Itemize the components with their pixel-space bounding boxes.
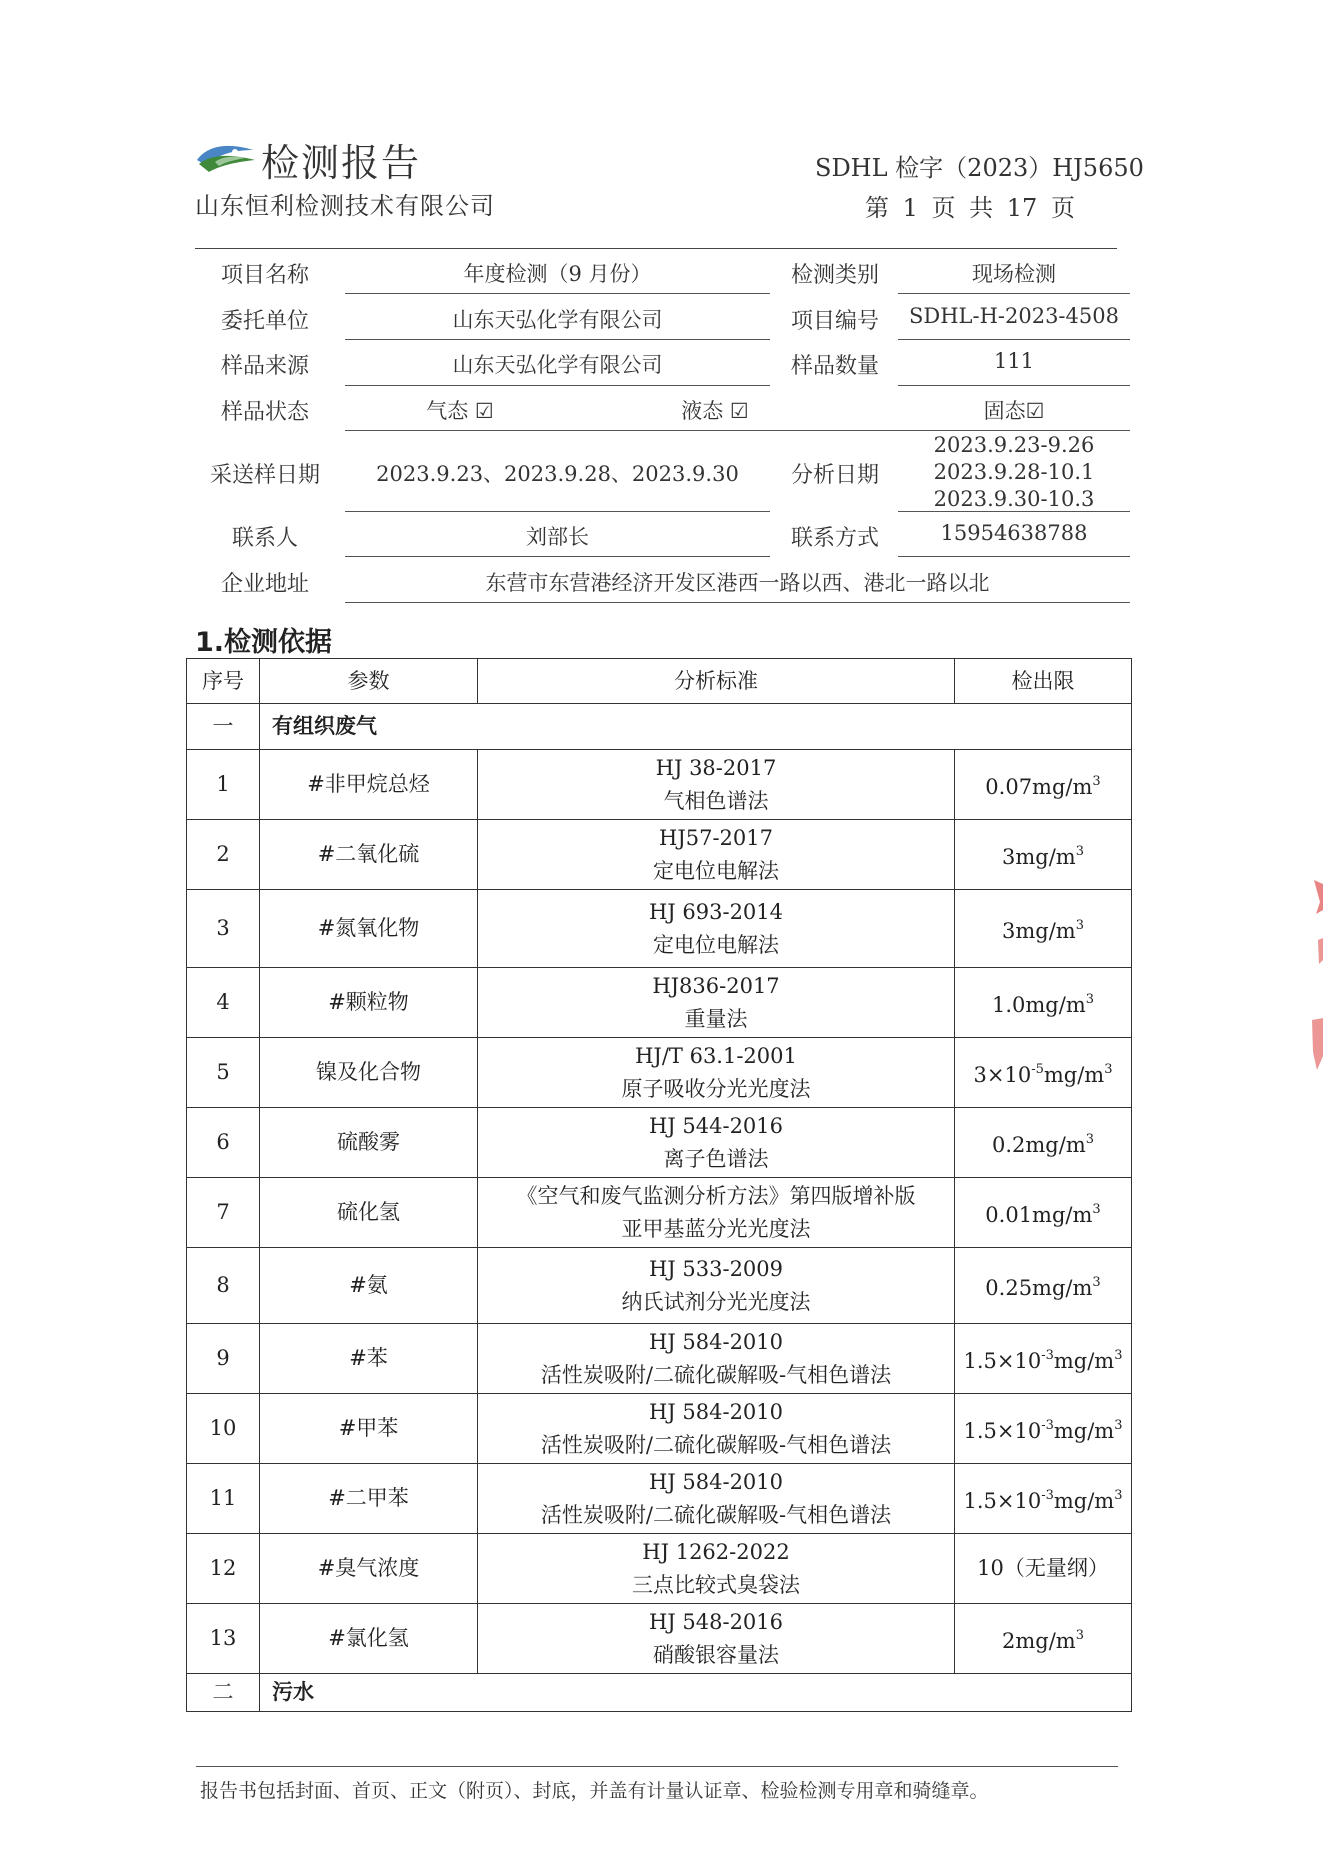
standard-method: 原子吸收分光光度法 xyxy=(621,1076,811,1101)
detection-limit xyxy=(955,1394,1132,1464)
row-number: 13 xyxy=(187,1604,260,1674)
unit-superscript: 3 xyxy=(1092,1202,1101,1217)
standard-code: HJ 693-2014 xyxy=(648,899,784,924)
standard-method: 活性炭吸附/二硫化碳解吸-气相色谱法 xyxy=(540,1362,892,1387)
analysis-standard xyxy=(478,1324,955,1394)
limit-exponent: -3 xyxy=(1041,1488,1054,1503)
parameter-name: #二氧化硫 xyxy=(260,820,478,890)
table-row xyxy=(187,1394,1132,1464)
state-solid: 固态☑ xyxy=(983,399,1045,423)
header-divider xyxy=(195,248,1117,249)
category-number: 二 xyxy=(187,1674,260,1712)
qty-value: 111 xyxy=(993,349,1035,373)
table-row xyxy=(187,1604,1132,1674)
standard-method: 气相色谱法 xyxy=(663,788,769,813)
limit-value: 0.01mg/m xyxy=(985,1203,1093,1227)
test-type-value: 现场检测 xyxy=(972,262,1056,286)
source-label: 样品来源 xyxy=(220,354,309,379)
detection-limit xyxy=(955,968,1132,1038)
analysis-standard xyxy=(478,1534,955,1604)
standard-code: HJ 584-2010 xyxy=(648,1469,784,1494)
underline xyxy=(898,556,1130,557)
state-liquid: 液态 ☑ xyxy=(681,399,749,423)
footer-divider xyxy=(196,1766,1118,1767)
standard-code: HJ57-2017 xyxy=(659,825,773,850)
analysis-standard xyxy=(478,1248,955,1324)
footer-note: 报告书包括封面、首页、正文（附页）、封底，并盖有计量认证章、检验检测专用章和骑缝章。 xyxy=(200,1780,989,1802)
unit-superscript: 3 xyxy=(1092,1275,1101,1290)
analysis-standard xyxy=(478,1464,955,1534)
state-label: 样品状态 xyxy=(220,400,309,425)
analysis-standard xyxy=(478,1394,955,1464)
detection-limit xyxy=(955,1464,1132,1534)
parameter-name: #颗粒物 xyxy=(260,968,478,1038)
source-value: 山东天弘化学有限公司 xyxy=(452,353,663,377)
limit-value: 10（无量纲） xyxy=(977,1556,1109,1580)
standard-method: 重量法 xyxy=(684,1006,748,1031)
limit-value: 1.0mg/m xyxy=(991,993,1086,1017)
standard-code: HJ 533-2009 xyxy=(648,1256,784,1281)
company-name: 山东恒利检测技术有限公司 xyxy=(195,192,495,220)
row-number: 4 xyxy=(187,968,260,1038)
unit-superscript: 3 xyxy=(1075,918,1084,933)
analysis-standard xyxy=(478,890,955,968)
row-number: 3 xyxy=(187,890,260,968)
analysis-date-1: 2023.9.23-9.26 xyxy=(933,433,1095,457)
standard-method: 离子色谱法 xyxy=(663,1146,769,1171)
detection-limit xyxy=(955,890,1132,968)
underline xyxy=(345,556,770,557)
standard-method: 亚甲基蓝分光光度法 xyxy=(621,1216,811,1241)
client-label: 委托单位 xyxy=(220,309,309,334)
parameter-name: #二甲苯 xyxy=(260,1464,478,1534)
detection-limit xyxy=(955,820,1132,890)
parameter-name: 镍及化合物 xyxy=(260,1038,478,1108)
standard-method: 纳氏试剂分光光度法 xyxy=(621,1289,811,1314)
unit-superscript: 3 xyxy=(1114,1418,1123,1433)
column-header: 检出限 xyxy=(955,659,1132,704)
report-title: 检测报告 xyxy=(261,141,422,185)
section-title: 1.检测依据 xyxy=(195,627,333,658)
limit-value: 0.07mg/m xyxy=(985,775,1093,799)
qty-label: 样品数量 xyxy=(790,354,879,379)
parameter-name: #氨 xyxy=(260,1248,478,1324)
table-header-row xyxy=(187,659,1132,704)
parameter-name: #氯化氢 xyxy=(260,1604,478,1674)
row-number: 10 xyxy=(187,1394,260,1464)
limit-coefficient: 1.5×10 xyxy=(963,1419,1042,1443)
phone-label: 联系方式 xyxy=(790,526,879,551)
limit-coefficient: 1.5×10 xyxy=(963,1489,1042,1513)
analysis-standard xyxy=(478,1038,955,1108)
standard-code: HJ/T 63.1-2001 xyxy=(635,1043,797,1068)
underline xyxy=(345,602,1130,603)
project-no-label: 项目编号 xyxy=(790,309,879,334)
project-name-value: 年度检测（9 月份） xyxy=(463,262,652,286)
analysis-standard xyxy=(478,750,955,820)
category-number: 一 xyxy=(187,704,260,750)
category-row xyxy=(187,704,1132,750)
parameter-name: #苯 xyxy=(260,1324,478,1394)
limit-value: mg/m xyxy=(1053,1349,1115,1373)
table-row xyxy=(187,890,1132,968)
limit-value: mg/m xyxy=(1053,1419,1115,1443)
underline xyxy=(345,385,770,386)
row-number: 5 xyxy=(187,1038,260,1108)
phone-value: 15954638788 xyxy=(940,521,1088,545)
address-value: 东营市东营港经济开发区港西一路以西、港北一路以北 xyxy=(485,571,990,595)
sampling-dates: 2023.9.23、2023.9.28、2023.9.30 xyxy=(376,462,739,486)
analysis-standard xyxy=(478,1604,955,1674)
analysis-date-label: 分析日期 xyxy=(790,463,879,488)
table-row xyxy=(187,750,1132,820)
detection-limit xyxy=(955,1248,1132,1324)
standard-code: HJ 548-2016 xyxy=(648,1609,784,1634)
limit-value: 3mg/m xyxy=(1002,919,1076,943)
limit-exponent: -3 xyxy=(1041,1348,1054,1363)
underline xyxy=(345,339,770,340)
detection-limit xyxy=(955,1038,1132,1108)
standard-method: 活性炭吸附/二硫化碳解吸-气相色谱法 xyxy=(540,1432,892,1457)
project-name-label: 项目名称 xyxy=(220,263,309,288)
row-number: 6 xyxy=(187,1108,260,1178)
limit-value: 0.2mg/m xyxy=(991,1133,1086,1157)
document-number: SDHL 检字（2023）HJ5650 xyxy=(815,154,1144,182)
category-name: 污水 xyxy=(260,1674,1132,1712)
category-name: 有组织废气 xyxy=(260,704,1132,750)
sampling-date-label: 采送样日期 xyxy=(209,463,320,488)
row-number: 9 xyxy=(187,1324,260,1394)
table-row xyxy=(187,968,1132,1038)
limit-coefficient: 1.5×10 xyxy=(963,1349,1042,1373)
standard-code: 《空气和废气监测分析方法》第四版增补版 xyxy=(516,1183,916,1208)
contact-label: 联系人 xyxy=(231,526,298,551)
table-row xyxy=(187,1108,1132,1178)
standard-code: HJ 544-2016 xyxy=(648,1113,784,1138)
unit-superscript: 3 xyxy=(1085,992,1095,1007)
limit-value: mg/m xyxy=(1053,1489,1115,1513)
table-row xyxy=(187,1464,1132,1534)
unit-superscript: 3 xyxy=(1092,774,1101,789)
limit-coefficient: 3×10 xyxy=(973,1063,1032,1087)
table-row xyxy=(187,1248,1132,1324)
standard-code: HJ 1262-2022 xyxy=(642,1539,790,1564)
limit-exponent: -5 xyxy=(1031,1062,1044,1077)
table-row xyxy=(187,1038,1132,1108)
underline xyxy=(898,385,1130,386)
unit-superscript: 3 xyxy=(1075,1628,1084,1643)
standards-table xyxy=(186,658,1132,1712)
analysis-date-3: 2023.9.30-10.3 xyxy=(933,487,1095,511)
underline xyxy=(345,430,1130,431)
project-no-value: SDHL-H-2023-4508 xyxy=(909,304,1119,328)
page-info: 第 1 页 共 17 页 xyxy=(865,194,1075,222)
column-header: 参数 xyxy=(260,659,478,704)
standard-method: 硝酸银容量法 xyxy=(653,1642,779,1667)
underline xyxy=(898,339,1130,340)
limit-value: 0.25mg/m xyxy=(985,1276,1093,1300)
underline xyxy=(345,511,770,512)
table-row xyxy=(187,1178,1132,1248)
limit-value: mg/m xyxy=(1043,1063,1105,1087)
analysis-date-2: 2023.9.28-10.1 xyxy=(933,460,1095,484)
standard-code: HJ 584-2010 xyxy=(648,1399,784,1424)
analysis-standard xyxy=(478,968,955,1038)
parameter-name: #甲苯 xyxy=(260,1394,478,1464)
state-gas: 气态 ☑ xyxy=(426,399,494,423)
standard-method: 定电位电解法 xyxy=(653,932,779,957)
detection-limit xyxy=(955,750,1132,820)
detection-limit xyxy=(955,1324,1132,1394)
underline xyxy=(345,293,770,294)
limit-value: 3mg/m xyxy=(1002,845,1076,869)
parameter-name: #氮氧化物 xyxy=(260,890,478,968)
parameter-name: #非甲烷总烃 xyxy=(260,750,478,820)
table-row xyxy=(187,1534,1132,1604)
seal-stamp-fragment xyxy=(1308,880,1323,1080)
standard-method: 活性炭吸附/二硫化碳解吸-气相色谱法 xyxy=(540,1502,892,1527)
column-header: 分析标准 xyxy=(478,659,955,704)
unit-superscript: 3 xyxy=(1114,1348,1123,1363)
company-logo-icon xyxy=(195,140,257,174)
contact-value: 刘部长 xyxy=(526,525,589,549)
detection-limit xyxy=(955,1534,1132,1604)
row-number: 12 xyxy=(187,1534,260,1604)
row-number: 2 xyxy=(187,820,260,890)
row-number: 1 xyxy=(187,750,260,820)
limit-value: 2mg/m xyxy=(1002,1629,1076,1653)
analysis-standard xyxy=(478,1108,955,1178)
unit-superscript: 3 xyxy=(1114,1488,1123,1503)
standard-code: HJ836-2017 xyxy=(652,973,780,998)
parameter-name: 硫酸雾 xyxy=(260,1108,478,1178)
report-header xyxy=(195,138,455,185)
test-type-label: 检测类别 xyxy=(790,263,879,288)
parameter-name: 硫化氢 xyxy=(260,1178,478,1248)
detection-limit xyxy=(955,1178,1132,1248)
unit-superscript: 3 xyxy=(1075,844,1084,859)
detection-limit xyxy=(955,1604,1132,1674)
category-row xyxy=(187,1674,1132,1712)
row-number: 11 xyxy=(187,1464,260,1534)
underline xyxy=(898,511,1130,512)
parameter-name: #臭气浓度 xyxy=(260,1534,478,1604)
row-number: 7 xyxy=(187,1178,260,1248)
standard-code: HJ 584-2010 xyxy=(648,1329,784,1354)
unit-superscript: 3 xyxy=(1104,1062,1113,1077)
table-row xyxy=(187,820,1132,890)
row-number: 8 xyxy=(187,1248,260,1324)
column-header: 序号 xyxy=(187,659,260,704)
detection-limit xyxy=(955,1108,1132,1178)
address-label: 企业地址 xyxy=(220,572,309,597)
unit-superscript: 3 xyxy=(1085,1132,1095,1147)
standard-method: 三点比较式臭袋法 xyxy=(632,1572,800,1597)
limit-exponent: -3 xyxy=(1041,1418,1054,1433)
analysis-standard xyxy=(478,1178,955,1248)
standard-method: 定电位电解法 xyxy=(653,858,779,883)
table-row xyxy=(187,1324,1132,1394)
client-value: 山东天弘化学有限公司 xyxy=(452,308,663,332)
standard-code: HJ 38-2017 xyxy=(655,755,777,780)
underline xyxy=(898,293,1130,294)
analysis-standard xyxy=(478,820,955,890)
